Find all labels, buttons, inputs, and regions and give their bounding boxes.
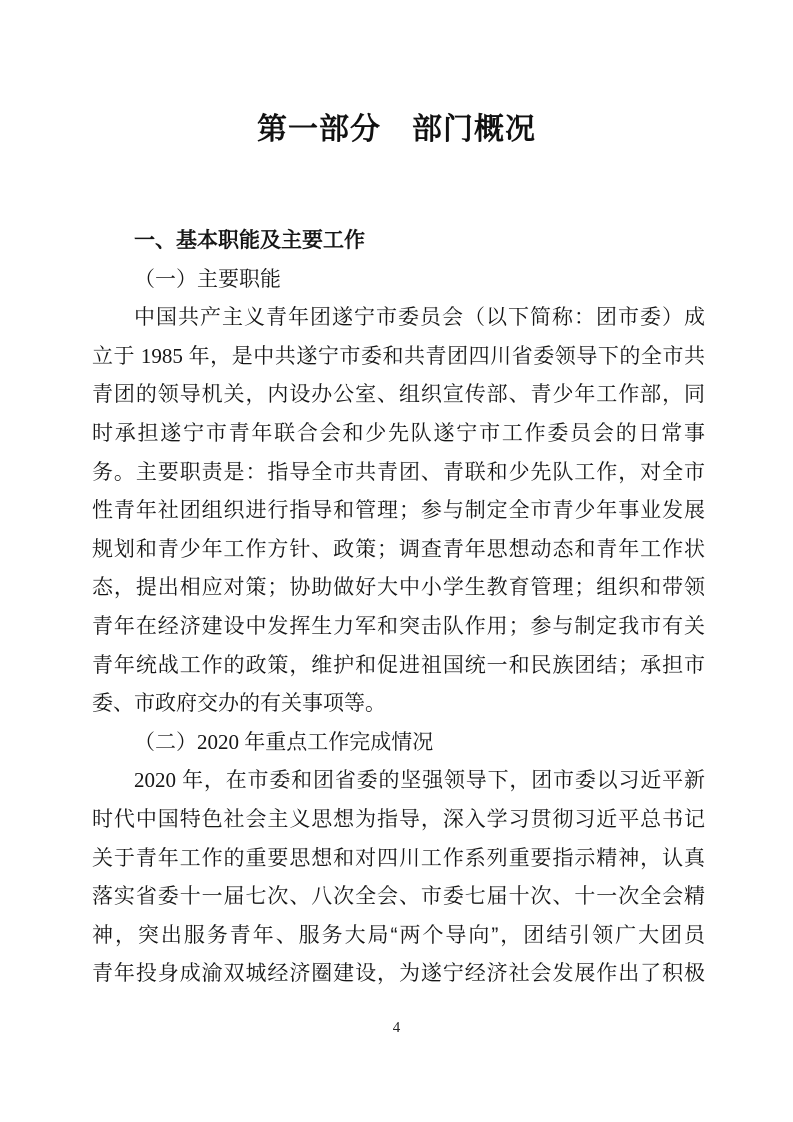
paragraph-line: 时承担遂宁市青年联合会和少先队遂宁市工作委员会的日常事 — [92, 420, 705, 445]
paragraph-line: 落实省委十一届七次、八次全会、市委七届十次、十一次全会精 — [92, 884, 705, 909]
paragraph-line: 青年统战工作的政策，维护和促进祖国统一和民族团结；承担市 — [92, 652, 705, 677]
subsection-heading-2: （二）2020 年重点工作完成情况 — [134, 729, 434, 754]
paragraph-line: 关于青年工作的重要思想和对四川工作系列重要指示精神，认真 — [92, 845, 705, 870]
subsection-heading-1: （一）主要职能 — [134, 266, 281, 291]
page-number: 4 — [392, 1020, 401, 1036]
paragraph-line: 务。主要职责是：指导全市共青团、青联和少先队工作，对全市 — [92, 459, 705, 484]
paragraph-line: 委、市政府交办的有关事项等。 — [92, 691, 386, 716]
paragraph-line: 时代中国特色社会主义思想为指导，深入学习贯彻习近平总书记 — [92, 806, 705, 831]
paragraph-line: 青年在经济建设中发挥生力军和突击队作用；参与制定我市有关 — [92, 613, 705, 638]
paragraph-line: 2020 年，在市委和团省委的坚强领导下，团市委以习近平新 — [134, 768, 705, 793]
document-body — [92, 221, 705, 993]
paragraph-line: 青团的领导机关，内设办公室、组织宣传部、青少年工作部，同 — [92, 382, 705, 407]
paragraph-line: 规划和青少年工作方针、政策；调查青年思想动态和青年工作状 — [92, 536, 705, 561]
paragraph-line: 青年投身成渝双城经济圈建设，为遂宁经济社会发展作出了积极 — [92, 961, 705, 986]
paragraph-line: 性青年社团组织进行指导和管理；参与制定全市青少年事业发展 — [92, 498, 705, 523]
paragraph-line: 神，突出服务青年、服务大局“两个导向”，团结引领广大团员 — [92, 922, 705, 947]
paragraph-line: 中国共产主义青年团遂宁市委员会（以下简称：团市委）成 — [134, 305, 705, 330]
paragraph-line: 立于 1985 年，是中共遂宁市委和共青团四川省委领导下的全市共 — [92, 343, 705, 368]
section-heading: 一、基本职能及主要工作 — [134, 228, 365, 252]
paragraph-line: 态，提出相应对策；协助做好大中小学生教育管理；组织和带领 — [92, 575, 705, 600]
document-title: 第一部分 部门概况 — [257, 113, 536, 146]
